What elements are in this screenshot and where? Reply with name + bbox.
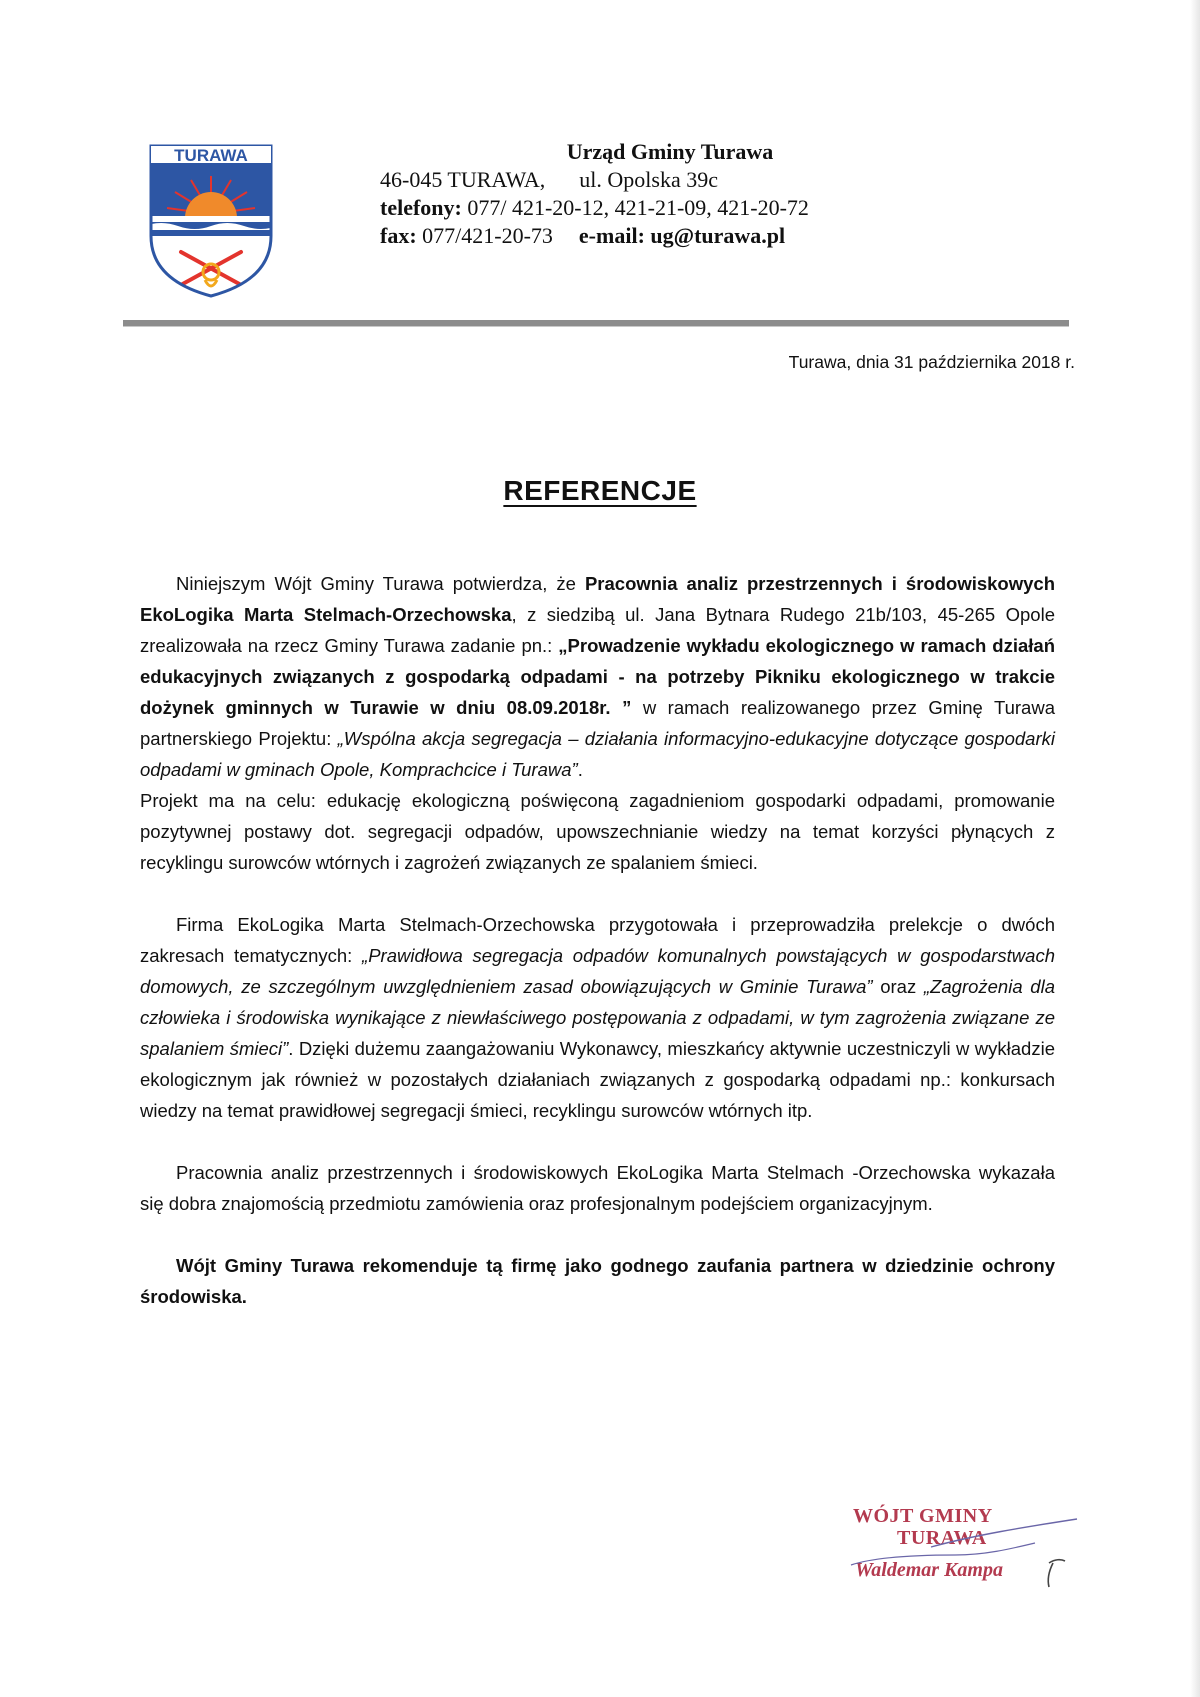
p1-text-3: w ramach realizowanego przez Gminę Turawa partnerskiego Projektu: <box>140 697 1055 749</box>
p3-topic-1: „Prawidłowa segregacja odpadów komunalnych powstających w gospodarstwach domowych, ze szczególnym uwzględnieniem zasad obowiązujących w Gminie Turawa” <box>140 945 1055 997</box>
turawa-crest-logo <box>145 140 277 300</box>
document-heading: REFERENCJE <box>503 475 697 506</box>
paragraph-1 <box>140 568 1055 785</box>
phones-value: 077/ 421-20-12, 421-21-09, 421-20-72 <box>467 195 809 220</box>
paragraph-2: Projekt ma na celu: edukację ekologiczną poświęconą zagadnieniom gospodarki odpadami, promowanie pozytywnej postawy dot. segregacji odpadów, upowszechnianie wiedzy na temat korzyści płynących z recyklingu surowców wtórnych i zagrożeń związanych ze spalaniem śmieci. <box>140 790 1055 873</box>
letterhead-divider <box>123 320 1069 327</box>
letter-body <box>140 568 1055 1312</box>
p1-text-4: . <box>577 759 583 780</box>
p3-text-2: oraz <box>872 976 924 997</box>
p1-contractor-name: Pracownia analiz przestrzennych i środowiskowych EkoLogika Marta Stelmach-Orzechowska <box>140 573 1056 625</box>
p1-text-2: , z siedzibą ul. Jana Bytnara Rudego 21b/103, 45-265 Opole zrealizowała na rzecz Gminy Turawa zadanie pn.: <box>140 604 1055 656</box>
scan-edge-shadow <box>1190 0 1200 1697</box>
fax-value: 077/421-20-73 <box>422 223 553 248</box>
official-stamp-signature <box>835 1505 1085 1597</box>
signatory-name: Waldemar Kampa <box>855 1559 1003 1581</box>
email-value: e-mail: ug@turawa.pl <box>578 223 786 248</box>
p3-topic-2: „Zagrożenia dla człowieka i środowiska wynikające z niewłaściwego postępowania z odpadami, w tym zagrożenia związane ze spalaniem śmieci” <box>140 976 1055 1059</box>
letter-date: Turawa, dnia 31 października 2018 r. <box>788 352 1075 372</box>
p1-project-name: „Wspólna akcja segregacja – działania informacyjno-edukacyjne dotyczące gospodarki odpadami w gminach Opole, Komprachcice i Turawa” <box>140 728 1055 780</box>
fax-label: fax: <box>380 223 417 248</box>
postcode-city: 46-045 TURAWA, <box>380 167 546 192</box>
paragraph-4: Pracownia analiz przestrzennych i środowiskowych EkoLogika Marta Stelmach -Orzechowska wykazała się dobra znajomością przedmiotu zamówienia oraz profesjonalnym podejściem organizacyjnym. <box>140 1162 1055 1214</box>
paragraph-5 <box>140 1250 1055 1312</box>
stamp-line-2: TURAWA <box>897 1527 987 1549</box>
office-name: Urząd Gminy Turawa <box>566 139 774 164</box>
handwritten-signature <box>835 1505 1085 1597</box>
paragraph-3 <box>140 909 1055 1126</box>
p1-text-1: Niniejszym Wójt Gminy Turawa potwierdza, że <box>176 573 585 594</box>
letterhead <box>380 138 900 250</box>
recommendation-text: Wójt Gminy Turawa rekomenduje tą firmę jako godnego zaufania partnera w dziedzinie ochrony środowiska. <box>140 1255 1055 1307</box>
p1-task-name: „Prowadzenie wykładu ekologicznego w ramach działań edukacyjnych związanych z gospodarką odpadami - na potrzeby Pikniku ekologicznego w trakcie dożynek gminnych w Turawie w dniu 08.09.2018r. ” <box>140 635 1055 718</box>
office-fax-email <box>380 222 900 250</box>
street: ul. Opolska 39c <box>579 167 718 192</box>
office-address <box>380 166 900 194</box>
crest-label: TURAWA <box>174 146 248 165</box>
stamp-line-1: WÓJT GMINY <box>853 1505 993 1527</box>
p3-text-3: . Dzięki dużemu zaangażowaniu Wykonawcy, mieszkańcy aktywnie uczestniczyli w wykładzie ekologicznym jak również w pozostałych działaniach związanych z gospodarką odpadami np.: konkursach wiedzy na temat prawidłowej segregacji śmieci, recyklingu surowców wtórnych itp. <box>140 1038 1055 1121</box>
phones-label: telefony: <box>380 195 462 220</box>
p3-text-1: Firma EkoLogika Marta Stelmach-Orzechowska przygotowała i przeprowadziła prelekcje o dwóch zakresach tematycznych: <box>140 914 1055 966</box>
office-phones <box>380 194 900 222</box>
